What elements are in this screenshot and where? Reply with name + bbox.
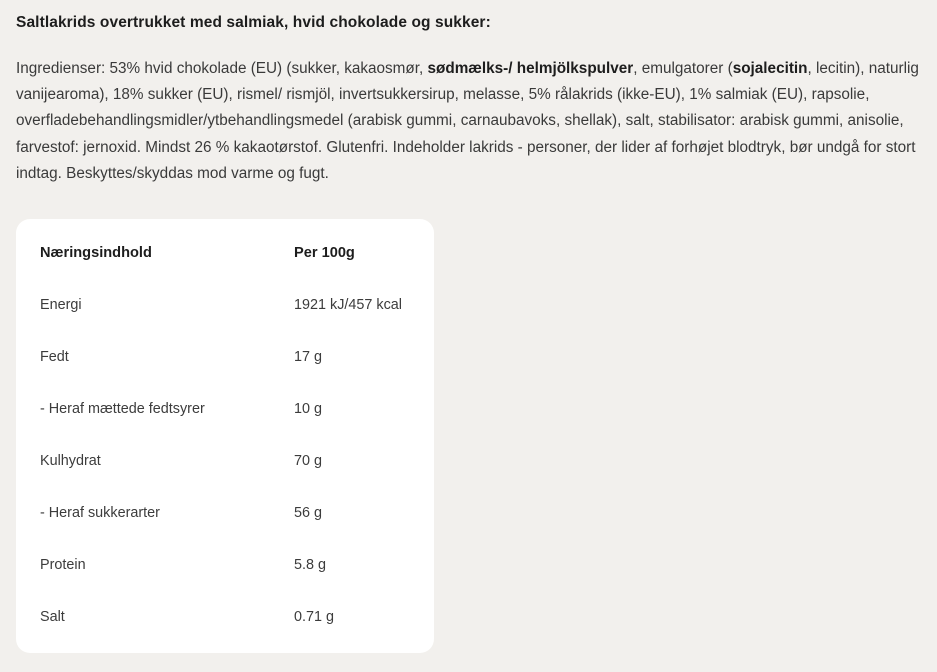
nutrition-row-value: 5.8 g	[294, 557, 327, 574]
nutrition-table-body	[40, 279, 410, 643]
table-header-row	[40, 237, 410, 279]
table-row	[40, 539, 410, 591]
ingredient-allergen: sødmælks-/ helmjölkspulver	[427, 59, 634, 77]
nutrition-header-label: Næringsindhold	[40, 245, 152, 262]
nutrition-row-label: - Heraf mættede fedtsyrer	[40, 401, 205, 418]
ingredient-text: , lecitin), naturlig vanijearoma), 18% sukker (EU), rismel/ rismjöl, invertsukkersirup, melasse, 5% rålakrids (ikke-EU), 1% salmiak (EU), rapsolie, overfladebehandlingsmidler/ytbehandlingsmedel (arabisk gummi, carnaubavoks, shellak), salt, stabilisator: arabisk gummi, anisolie, farvestof: jernoxid. Mindst 26 % kakaotørstof. Glutenfri. Indeholder lakrids - personer, der lider af forhøjet blodtryk, bør undgå for stort indtag. Beskyttes/skyddas mod varme og fugt.	[16, 59, 919, 182]
table-row	[40, 279, 410, 331]
nutrition-row-label: Salt	[40, 609, 65, 626]
nutrition-row-value: 0.71 g	[294, 609, 335, 626]
nutrition-card	[16, 219, 434, 653]
nutrition-table	[40, 237, 410, 643]
nutrition-row-label: Energi	[40, 297, 82, 314]
table-row	[40, 487, 410, 539]
table-row	[40, 435, 410, 487]
table-row	[40, 331, 410, 383]
ingredient-text: , emulgatorer (	[633, 59, 733, 77]
nutrition-header-value: Per 100g	[294, 245, 355, 262]
nutrition-row-label: Kulhydrat	[40, 453, 101, 470]
nutrition-row-value: 10 g	[294, 401, 323, 418]
table-row	[40, 591, 410, 643]
page-title: Saltlakrids overtrukket med salmiak, hvid chokolade og sukker:	[16, 14, 491, 31]
nutrition-row-label: Fedt	[40, 349, 69, 366]
ingredients-paragraph	[16, 56, 921, 187]
nutrition-row-label: - Heraf sukkerarter	[40, 505, 160, 522]
nutrition-row-value: 70 g	[294, 453, 323, 470]
nutrition-row-value: 17 g	[294, 349, 323, 366]
nutrition-row-value: 56 g	[294, 505, 323, 522]
nutrition-table-head	[40, 237, 410, 279]
nutrition-row-value: 1921 kJ/457 kcal	[294, 297, 403, 314]
nutrition-row-label: Protein	[40, 557, 86, 574]
table-row	[40, 383, 410, 435]
ingredient-text: Ingredienser: 53% hvid chokolade (EU) (sukker, kakaosmør,	[16, 59, 428, 77]
product-info-page	[0, 6, 937, 672]
ingredient-allergen: sojalecitin	[732, 59, 808, 77]
